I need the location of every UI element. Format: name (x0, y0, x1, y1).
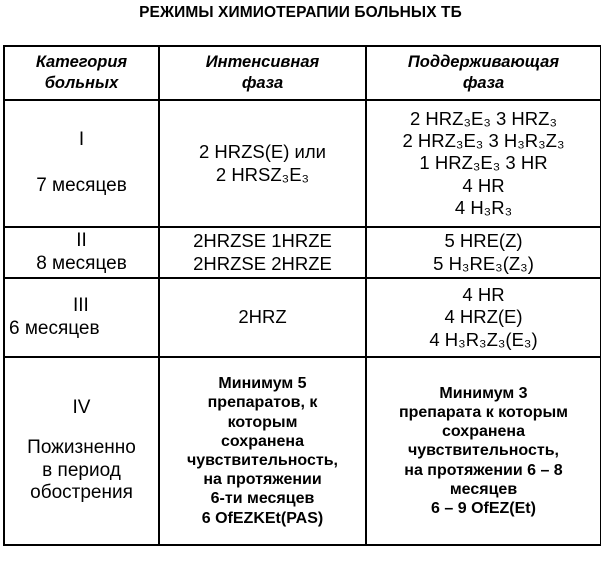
header-category: Категория больных (4, 46, 159, 100)
table-row (4, 100, 601, 227)
table-row (4, 278, 601, 357)
category-cell: III 6 месяцев (4, 278, 159, 357)
table-header-row (4, 46, 601, 100)
category-cell: IV Пожизненно в период обострения (4, 357, 159, 545)
header-maintenance-phase: Поддерживающая фаза (366, 46, 601, 100)
header-intensive-phase: Интенсивная фаза (159, 46, 366, 100)
table-row (4, 357, 601, 545)
intensive-phase-cell: Минимум 5 препаратов, к которым сохранена чувствительность, на протяжении 6-ти месяцев 6 OfEZKEt(PAS) (159, 357, 366, 545)
table-row (4, 227, 601, 278)
page-title: РЕЖИМЫ ХИМИОТЕРАПИИ БОЛЬНЫХ ТБ (139, 4, 462, 21)
chemotherapy-regimens-table (3, 45, 601, 546)
maintenance-phase-cell: Минимум 3 препарата к которым сохранена чувствительность, на протяжении 6 – 8 месяцев 6 – 9 OfEZ(Et) (366, 357, 601, 545)
intensive-phase-cell: 2 HRZS(E) или 2 HRSZ₃E₃ (159, 100, 366, 227)
maintenance-phase-cell: 2 HRZ₃E₃ 3 HRZ₃ 2 HRZ₃E₃ 3 H₃R₃Z₃ 1 HRZ₃E₃ 3 HR 4 HR 4 H₃R₃ (366, 100, 601, 227)
maintenance-phase-cell: 5 HRE(Z) 5 H₃RE₃(Z₃) (366, 227, 601, 278)
category-cell: I 7 месяцев (4, 100, 159, 227)
category-cell: II 8 месяцев (4, 227, 159, 278)
maintenance-phase-cell: 4 HR 4 HRZ(E) 4 H₃R₃Z₃(E₃) (366, 278, 601, 357)
intensive-phase-cell: 2HRZSE 1HRZE 2HRZSE 2HRZE (159, 227, 366, 278)
intensive-phase-cell: 2HRZ (159, 278, 366, 357)
